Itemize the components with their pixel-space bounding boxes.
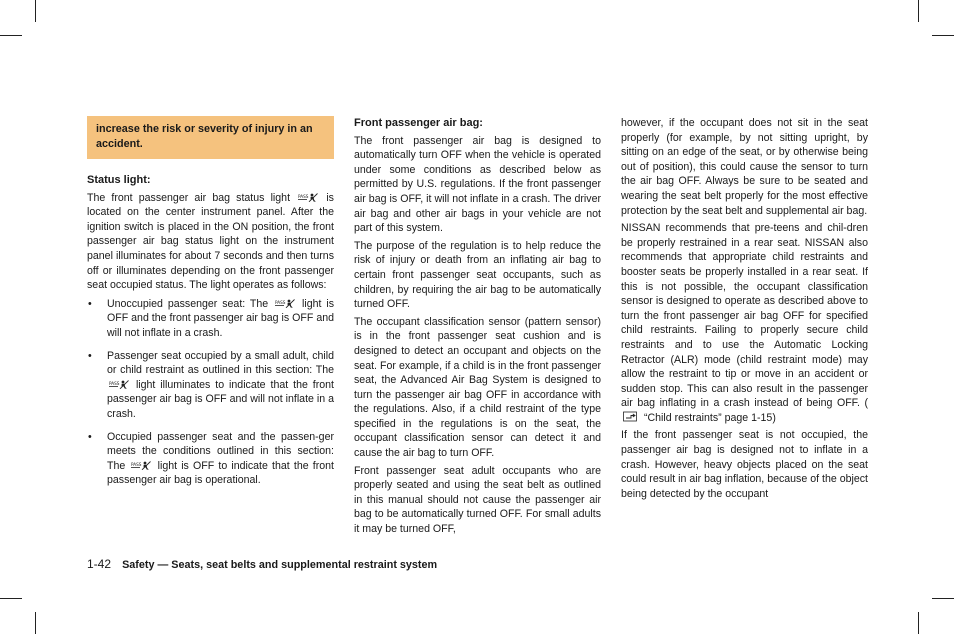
crop-mark bbox=[0, 35, 22, 36]
status-bullet-list bbox=[87, 297, 334, 488]
crop-mark bbox=[932, 35, 954, 36]
svg-text:PASS: PASS bbox=[275, 299, 286, 305]
paragraph: Front passenger seat adult occupants who are properly seated and using the seat belt as outlined in this manual should not cause the passenger air bag to be automatically turned OFF. For small adults it may be turned OFF, bbox=[354, 464, 601, 536]
bullet-marker: • bbox=[88, 430, 92, 443]
front-passenger-air-bag-heading: Front passenger air bag: bbox=[354, 117, 483, 129]
svg-text:PASS: PASS bbox=[109, 380, 120, 386]
paragraph: The purpose of the regulation is to help reduce the risk of injury or death from an inflating air bag to certain front passenger seat occupants, such as children, by requiring the air bag to be automatically turned OFF. bbox=[354, 239, 601, 311]
list-item: • Unoccupied passenger seat: The PASS light is OFF and the front passenger air bag is OFF and will not inflate in a crash. bbox=[88, 297, 335, 339]
svg-text:PASS: PASS bbox=[131, 461, 142, 467]
column-3 bbox=[621, 116, 868, 504]
crop-mark bbox=[35, 0, 36, 22]
passenger-airbag-off-icon bbox=[275, 299, 295, 308]
warning-box: increase the risk or severity of injury in an accident. bbox=[87, 116, 334, 159]
svg-text:PASS: PASS bbox=[298, 193, 309, 199]
passenger-airbag-off-icon bbox=[109, 380, 129, 389]
crop-mark bbox=[0, 598, 22, 599]
status-light-paragraph: The front passenger air bag status light PASS is located on the center instrument panel. After the ignition switch is placed in the ON position, the front passenger air bag status light on the instrument panel illuminates for about 7 seconds and then turns off or illuminates depending on the front passenger seat occupied status. The light operates as follows: bbox=[87, 191, 334, 292]
list-item: • Occupied passenger seat and the passen-ger meets the conditions outlined in this section: The PASS light is OFF to indicate that the front passenger air bag is operational. bbox=[88, 430, 334, 487]
crop-mark bbox=[35, 612, 36, 634]
page-number: 1-42 bbox=[87, 557, 112, 571]
crop-mark bbox=[918, 0, 919, 22]
column-1 bbox=[87, 116, 334, 496]
passenger-airbag-off-icon bbox=[298, 193, 318, 202]
section-title: Safety — Seats, seat belts and supplemental restraint system bbox=[122, 559, 438, 571]
crop-mark bbox=[932, 598, 954, 599]
page-footer bbox=[87, 557, 437, 571]
child-restraints-reference[interactable]: “Child restraints” page 1-15) bbox=[643, 411, 776, 424]
status-light-heading: Status light: bbox=[87, 174, 151, 186]
paragraph: however, if the occupant does not sit in the seat properly (for example, by not sitting upright, by sitting on an edge of the seat, or by otherwise being out of position), this could cause the sensor to turn the air bag OFF. Always be sure to be seated and wearing the seat belt properly for the most effective protection by the seat belt and supplemental air bag. bbox=[621, 117, 868, 217]
column-2 bbox=[354, 116, 601, 540]
passenger-airbag-off-icon bbox=[131, 461, 151, 470]
paragraph: NISSAN recommends that pre-teens and chil-dren be properly restrained in a rear seat. NISSAN also recommends that appropriate child restraints and booster seats be properly installed in a rear seat. If this is not possible, the occupant classification sensor is designed to operate as described above to turn the front passenger air bag OFF for specified child restraints. Failing to properly secure child restraints and to use the Automatic Locking Retractor (ALR) mode (child restraint mode) may allow the restraint to tip or move in an accident or sudden stop. This can also result in the passenger air bag inflating in a crash instead of being OFF. ( “Child restraints” page 1-15) bbox=[621, 222, 868, 424]
list-item: • Passenger seat occupied by a small adult, child or child restraint as outlined in this section: The PASS light illuminates to indicate that the front passenger air bag is OFF and will not inflate in a crash. bbox=[88, 349, 334, 420]
bullet-marker: • bbox=[88, 349, 92, 362]
bullet-marker: • bbox=[88, 297, 92, 310]
paragraph: The occupant classification sensor (pattern sensor) is in the front passenger seat cushion and is designed to detect an occupant and objects on the seat. For example, if a child is in the front passenger seat, the Advanced Air Bag System is designed to turn the passenger air bag OFF in accordance with the regulations. Also, if a child restraint of the type specified in the regulations is on the seat, the occupant classification sensor can detect it and cause the air bag to turn OFF. bbox=[354, 315, 601, 460]
crop-mark bbox=[918, 612, 919, 634]
paragraph: If the front passenger seat is not occupied, the passenger air bag is designed not to inflate in a crash. However, heavy objects placed on the seat could result in air bag inflation, because of the object being detected by the occupant bbox=[621, 429, 868, 500]
paragraph: The front passenger air bag is designed to automatically turn OFF when the vehicle is operated under some conditions as described below as permitted by U.S. regulations. If the front passenger air bag is OFF, it will not inflate in a crash. The driver air bag and other air bags in your vehicle are not part of this system. bbox=[354, 134, 601, 235]
page-reference-icon[interactable] bbox=[622, 411, 640, 422]
